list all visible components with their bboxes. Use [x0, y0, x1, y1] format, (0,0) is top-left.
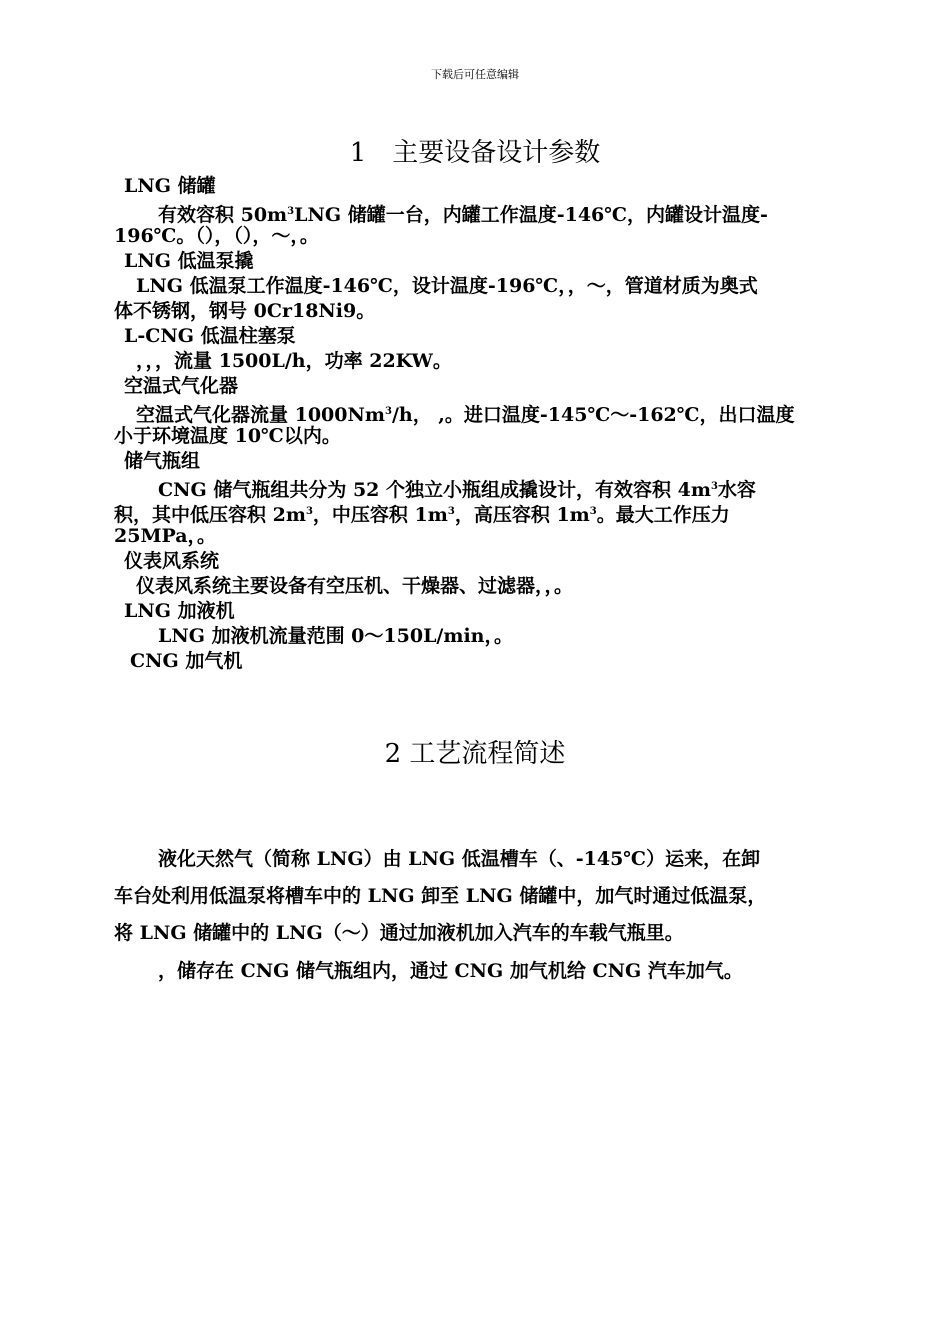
item-heading-lng-dispenser: LNG 加液机	[124, 600, 235, 622]
process-paragraph-line-4: ，储存在 CNG 储气瓶组内，通过 CNG 加气机给 CNG 汽车加气。	[158, 960, 743, 982]
item-heading-cng-dispenser: CNG 加气机	[130, 650, 243, 672]
process-paragraph-line-3: 将 LNG 储罐中的 LNG（～）通过加液机加入汽车的车载气瓶里。	[114, 922, 684, 944]
item-heading-vaporizer: 空温式气化器	[124, 375, 239, 397]
item-text-lng-pump-skid: LNG 低温泵工作温度-146℃，设计温度-196℃，，～，管道材质为奥式	[136, 275, 758, 297]
item-heading-instrument-air: 仪表风系统	[124, 550, 220, 572]
page-header-note: 下载后可任意编辑	[431, 68, 519, 81]
item-text-lng-pump-skid-cont: 体不锈钢，钢号 0Cr18Ni9。	[114, 300, 376, 322]
item-text-vaporizer: 空温式气化器流量 1000Nm$^3$/h， ,。进口温度-145℃～-162℃，出口温度	[136, 404, 795, 426]
item-heading-lcng-pump: L-CNG 低温柱塞泵	[124, 325, 296, 347]
item-heading-lng-tank: LNG 储罐	[124, 175, 216, 197]
item-text-instrument-air: 仪表风系统主要设备有空压机、干燥器、过滤器，，。	[136, 575, 574, 597]
item-text-vaporizer-cont: 小于环境温度 10℃以内。	[114, 425, 341, 447]
section-2-title: 2 工艺流程简述	[384, 739, 566, 769]
process-paragraph-line-1: 液化天然气（简称 LNG）由 LNG 低温槽车（、-145℃）运来，在卸	[158, 848, 761, 870]
item-text-lng-tank-cont: 196℃。（），（），～，。	[114, 225, 319, 247]
item-heading-lng-pump-skid: LNG 低温泵撬	[124, 250, 254, 272]
item-text-storage-cylinders: CNG 储气瓶组共分为 52 个独立小瓶组成撬设计，有效容积 $4m^3$水容	[158, 479, 756, 501]
item-heading-storage-cylinders: 储气瓶组	[124, 450, 201, 472]
section-1-title: 1 主要设备设计参数	[349, 138, 601, 168]
item-text-lng-tank: 有效容积 $50m^3LNG$ 储罐一台，内罐工作温度-146℃，内罐设计温度-	[158, 204, 768, 226]
item-text-storage-cylinders-pressure: 25MPa，。	[114, 525, 217, 547]
item-text-lng-dispenser: LNG 加液机流量范围 0～150L/min，。	[158, 625, 513, 647]
process-paragraph-line-2: 车台处利用低温泵将槽车中的 LNG 卸至 LNG 储罐中，加气时通过低温泵，	[114, 885, 767, 907]
item-text-storage-cylinders-cont: 积，其中低压容积 $2m^3$，中压容积 $1m^3$，高压容积 $1m^3$。最大工作压力	[114, 504, 730, 526]
item-text-lcng-pump: ，，，流量 1500L/h，功率 22KW。	[136, 350, 452, 372]
